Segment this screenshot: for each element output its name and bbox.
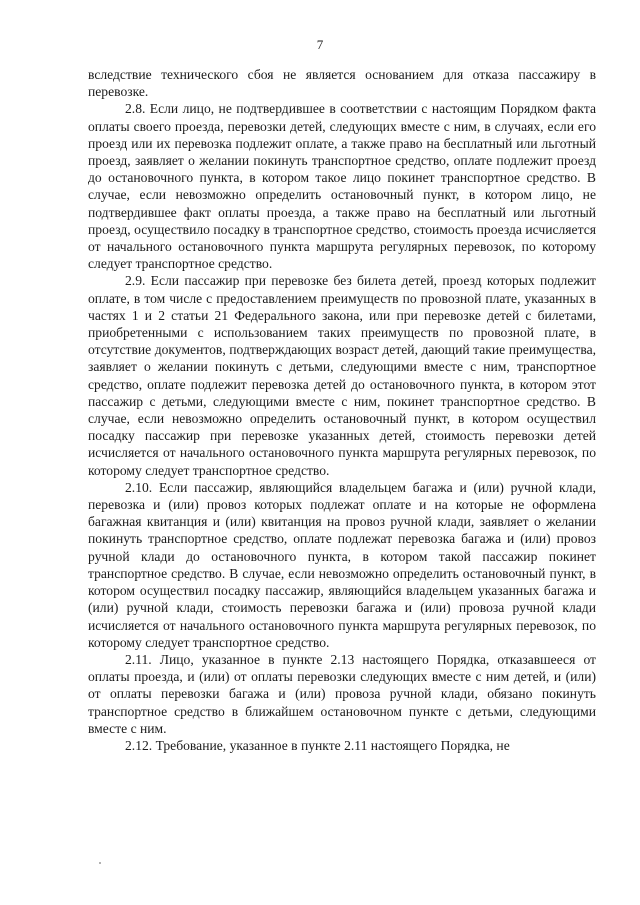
- paragraph-2-11: 2.11. Лицо, указанное в пункте 2.13 настоящего Порядка, отказавшееся от оплаты проезда, и (или) от оплаты перевозки следующих вместе с ним детей, и (или) от оплаты перевозки багажа и (или) провоза ручной клади, обязано покинуть транспортное средство в ближайшем остановочном пункте с детьми, следующими вместе с ним.: [88, 651, 596, 736]
- paragraph-continuation: вследствие технического сбоя не является основанием для отказа пассажиру в перевозке.: [88, 67, 596, 100]
- paragraph-2-12: 2.12. Требование, указанное в пункте 2.11 настоящего Порядка, не: [125, 737, 510, 753]
- page-number: 7: [316, 37, 324, 52]
- paragraph-2-9: 2.9. Если пассажир при перевозке без билета детей, проезд которых подлежит оплате, в том числе с предоставлением преимуществ по провозной плате, указанных в частях 1 и 2 статьи 21 Федерального закона, или при перевозке детей с билетами, приобретенными с использованием таких преимуществ по провозной плате, в отсутствие документов, подтверждающих возраст детей, дающий такие преимущества, заявляет о желании покинуть с детьми, следующими вместе с ним, транспортное средство, оплате подлежит перевозка детей до остановочного пункта, в котором этот пассажир с детьми, следующими вместе с ним, покинет транспортное средство. В случае, если невозможно определить остановочный пункт, в котором осуществил посадку пассажир при перевозке указанных детей, стоимость перевозки детей исчисляется от начального остановочного пункта маршрута регулярных перевозок, по которому следует транспортное средство.: [88, 273, 596, 478]
- document-body: [88, 66, 596, 754]
- paragraph-2-8: 2.8. Если лицо, не подтвердившее в соответствии с настоящим Порядком факта оплаты своего проезда, перевозки детей, следующих вместе с ним, в случаях, если его проезд или их перевозка подлежит оплате, а также право на бесплатный или льготный проезд, заявляет о желании покинуть транспортное средство, оплате подлежит проезд до остановочного пункта, в котором такое лицо покинет транспортное средство. В случае, если невозможно определить остановочный пункт, в котором лицо, не подтвердившее факт оплаты проезда, а также право на бесплатный или льготный проезд, осуществило посадку в транспортное средство, стоимость проезда исчисляется от начального остановочного пункта маршрута регулярных перевозок, по которому следует транспортное средство.: [88, 101, 596, 272]
- scan-artifact-dot: [99, 862, 101, 864]
- paragraph-2-10: 2.10. Если пассажир, являющийся владельцем багажа и (или) ручной клади, перевозка и (или) провоз которых подлежат оплате и на которые не оформлена багажная квитанция и (или) квитанция на провоз ручной клади, заявляет о желании покинуть транспортное средство, оплате подлежат перевозка багажа и (или) провоз ручной клади до остановочного пункта, в котором такой пассажир покинет транспортное средство. В случае, если невозможно определить остановочный пункт, в котором осуществил посадку пассажир, являющийся владельцем указанных багажа и (или) ручной клади, стоимость перевозки багажа и (или) провоза ручной клади исчисляется от начального остановочного пункта маршрута регулярных перевозок, по которому следует транспортное средство.: [88, 479, 596, 650]
